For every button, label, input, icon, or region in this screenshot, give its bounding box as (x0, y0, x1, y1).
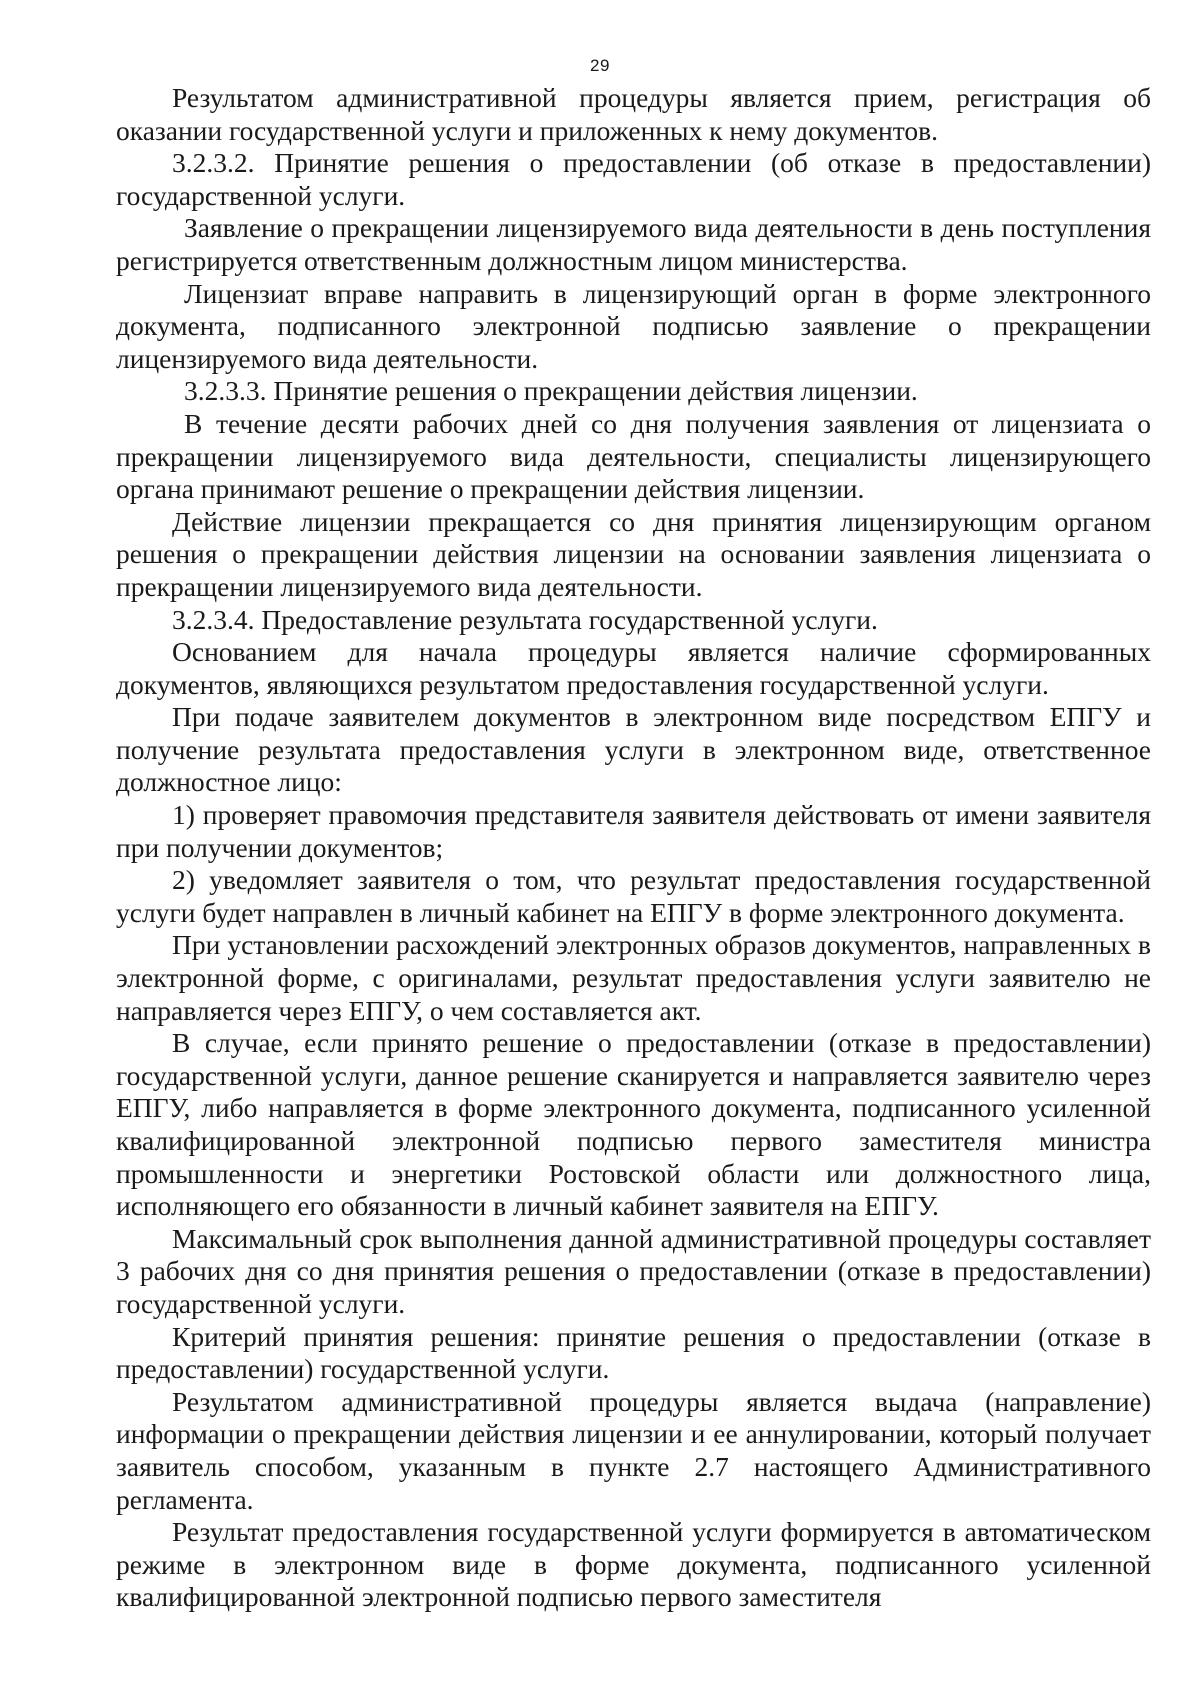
paragraph-result-generation: Результат предоставления государственной услуги формируется в автоматическом режиме в электронном виде в форме документа, подписанного усиленной квалифицированной электронной подписью первого заместителя (116, 1516, 1151, 1613)
paragraph-result-registration: Результатом административной процедуры является прием, регистрация об оказании государственной услуги и приложенных к нему документов. (116, 82, 1151, 146)
document-body (116, 82, 1151, 1614)
page-number: 29 (590, 56, 610, 75)
paragraph-procedure-basis: Основанием для начала процедуры является наличие сформированных документов, являющихся результатом предоставления государственной услуги. (116, 636, 1151, 700)
paragraph-max-term: Максимальный срок выполнения данной административной процедуры составляет 3 рабочих дня со дня принятия решения о предоставлении (отказе в предоставлении) государственной услуги. (116, 1222, 1151, 1319)
paragraph-procedure-result: Результатом административной процедуры является выдача (направление) информации о прекращении действия лицензии и ее аннулировании, который получает заявитель способом, указанным в пункте 2.7 настоящего Административного регламента. (116, 1385, 1151, 1515)
heading-3-2-3-2: 3.2.3.2. Принятие решения о предоставлении (об отказе в предоставлении) государственной услуги. (116, 147, 1151, 211)
paragraph-licensee-right: Лицензиат вправе направить в лицензирующий орган в форме электронного документа, подписанного электронной подписью заявление о прекращении лицензируемого вида деятельности. (116, 277, 1151, 374)
heading-3-2-3-3: 3.2.3.3. Принятие решения о прекращении действия лицензии. (184, 375, 918, 407)
paragraph-discrepancies: При установлении расхождений электронных образов документов, направленных в электронной форме, с оригиналами, результат предоставления услуги заявителю не направляется через ЕПГУ, о чем составляется акт. (116, 929, 1151, 1026)
paragraph-epgu-submission: При подаче заявителем документов в электронном виде посредством ЕПГУ и получение результата предоставления услуги в электронном виде, ответственное должностное лицо: (116, 701, 1151, 798)
heading-3-2-3-4: 3.2.3.4. Предоставление результата государственной услуги. (172, 603, 878, 635)
paragraph-application-registration: Заявление о прекращении лицензируемого вида деятельности в день поступления регистрируется ответственным должностным лицом министерства. (116, 212, 1151, 276)
list-item-1: 1) проверяет правомочия представителя заявителя действовать от имени заявителя при получении документов; (116, 799, 1151, 863)
list-item-2: 2) уведомляет заявителя о том, что результат предоставления государственной услуги будет направлен в личный кабинет на ЕПГУ в форме электронного документа. (116, 864, 1151, 928)
paragraph-license-termination: Действие лицензии прекращается со дня принятия лицензирующим органом решения о прекращении действия лицензии на основании заявления лицензиата о прекращении лицензируемого вида деятельности. (116, 505, 1151, 602)
paragraph-decision-scan: В случае, если принято решение о предоставлении (отказе в предоставлении) государственной услуги, данное решение сканируется и направляется заявителю через ЕПГУ, либо направляется в форме электронного документа, подписанного усиленной квалифицированной электронной подписью первого заместителя министра промышленности и энергетики Ростовской области или должностного лица, исполняющего его обязанности в личный кабинет заявителя на ЕПГУ. (116, 1027, 1151, 1222)
paragraph-criterion: Критерий принятия решения: принятие решения о предоставлении (отказе в предоставлении) государственной услуги. (116, 1320, 1151, 1385)
paragraph-ten-days: В течение десяти рабочих дней со дня получения заявления от лицензиата о прекращении лицензируемого вида деятельности, специалисты лицензирующего органа принимают решение о прекращении действия лицензии. (116, 407, 1151, 505)
